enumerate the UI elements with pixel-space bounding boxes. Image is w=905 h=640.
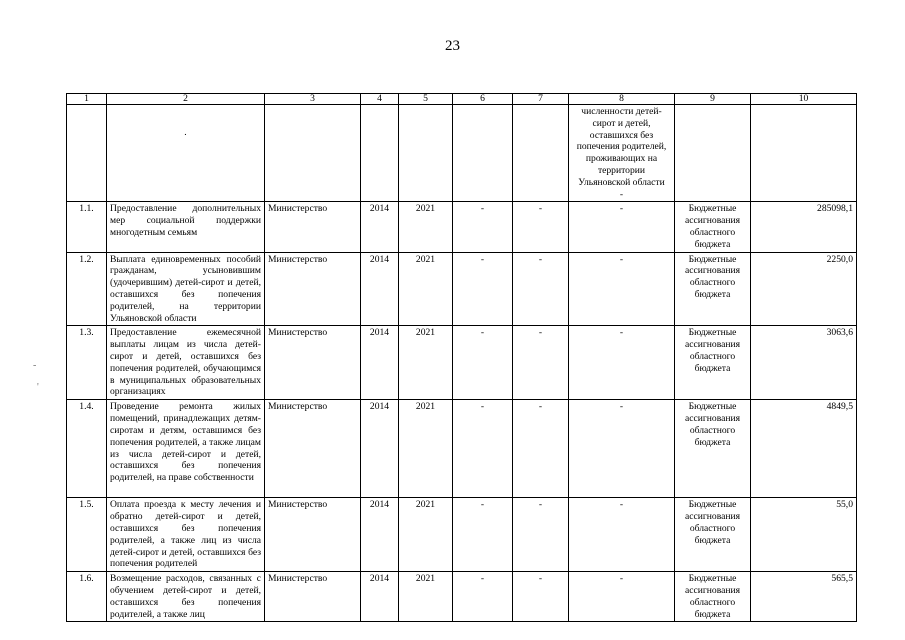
funding-amount: 4849,5 — [751, 400, 857, 498]
column-header: 9 — [675, 94, 751, 105]
measure-name: Предоставление дополнительных мер социальной поддержки многодетным семьям — [107, 202, 265, 252]
start-year: 2014 — [361, 326, 399, 400]
end-year: 2021 — [399, 572, 453, 622]
table-row — [67, 252, 857, 326]
measure-name: Возмещение расходов, связанных с обучением детей-сирот и детей, оставшихся без попечения родителей, а также лиц — [107, 572, 265, 622]
funding-amount: 285098,1 — [751, 202, 857, 252]
end-year: 2021 — [399, 202, 453, 252]
executor: Министерство — [265, 572, 361, 622]
col6-value: - — [453, 572, 513, 622]
measure-name: Оплата проезда к месту лечения и обратно детей-сирот и детей, оставшихся без попечения родителей, а также лиц из числа детей-сирот и детей, оставшихся без попечения родителей — [107, 498, 265, 572]
col7-value: - — [513, 326, 569, 400]
start-year: 2014 — [361, 572, 399, 622]
col7-value: - — [513, 572, 569, 622]
funding-source: Бюджетные ассигнования областного бюджета — [675, 400, 751, 498]
col8-value: - — [569, 326, 675, 400]
row-number: 1.4. — [67, 400, 107, 498]
column-number-row — [67, 94, 857, 105]
col6-value: - — [453, 252, 513, 326]
row-number: 1.2. — [67, 252, 107, 326]
col8-value: - — [569, 572, 675, 622]
col6-value: - — [453, 202, 513, 252]
indicator-text: численности детей-сирот и детей, оставшихся без попечения родителей, проживающих на территории Ульяновской области — [576, 106, 667, 188]
start-year: 2014 — [361, 202, 399, 252]
funding-source: Бюджетные ассигнования областного бюджета — [675, 326, 751, 400]
column-header: 6 — [453, 94, 513, 105]
table-row — [67, 400, 857, 498]
measure-name: Проведение ремонта жилых помещений, принадлежащих детям-сиротам и детям, оставшимся без попечения родителей, а также лицам из числа детей-сирот и детей, оставшихся без попечения родителей, на праве собственности — [107, 400, 265, 498]
funding-source: Бюджетные ассигнования областного бюджета — [675, 202, 751, 252]
col7-value: - — [513, 202, 569, 252]
indicator-dash: - — [619, 188, 624, 200]
measure-name: Выплата единовременных пособий гражданам, усыновившим (удочерившим) детей-сирот и детей, оставшихся без попечения родителей, на территории Ульяновской области — [107, 252, 265, 326]
col6-value: - — [453, 400, 513, 498]
funding-source: Бюджетные ассигнования областного бюджета — [675, 252, 751, 326]
column-header: 2 — [107, 94, 265, 105]
row-number: 1.6. — [67, 572, 107, 622]
table-row — [67, 202, 857, 252]
col7-value: - — [513, 400, 569, 498]
start-year: 2014 — [361, 252, 399, 326]
column-header: 7 — [513, 94, 569, 105]
start-year: 2014 — [361, 400, 399, 498]
speck-mark: . — [107, 105, 265, 202]
col6-value: - — [453, 498, 513, 572]
page-number: 23 — [445, 38, 460, 54]
row-number: 1.1. — [67, 202, 107, 252]
row-number: 1.5. — [67, 498, 107, 572]
end-year: 2021 — [399, 498, 453, 572]
funding-amount: 3063,6 — [751, 326, 857, 400]
end-year: 2021 — [399, 326, 453, 400]
col8-value: - — [569, 400, 675, 498]
funding-source: Бюджетные ассигнования областного бюджета — [675, 572, 751, 622]
col8-value: - — [569, 202, 675, 252]
executor: Министерство — [265, 326, 361, 400]
row-number: 1.3. — [67, 326, 107, 400]
column-header: 5 — [399, 94, 453, 105]
col6-value: - — [453, 326, 513, 400]
col7-value: - — [513, 252, 569, 326]
continued-cell-indicator — [569, 105, 675, 202]
column-header: 1 — [67, 94, 107, 105]
funding-amount: 565,5 — [751, 572, 857, 622]
col8-value: - — [569, 252, 675, 326]
table-row — [67, 572, 857, 622]
start-year: 2014 — [361, 498, 399, 572]
margin-mark: ' — [37, 382, 39, 393]
measure-name: Предоставление ежемесячной выплаты лицам из числа детей-сирот и детей, оставшихся без попечения родителей, обучающимся в муниципальных образовательных организациях — [107, 326, 265, 400]
continued-row — [67, 105, 857, 202]
table-row — [67, 326, 857, 400]
funding-amount: 2250,0 — [751, 252, 857, 326]
funding-source: Бюджетные ассигнования областного бюджета — [675, 498, 751, 572]
column-header: 3 — [265, 94, 361, 105]
column-header: 10 — [751, 94, 857, 105]
col8-value: - — [569, 498, 675, 572]
executor: Министерство — [265, 252, 361, 326]
end-year: 2021 — [399, 252, 453, 326]
column-header: 4 — [361, 94, 399, 105]
col7-value: - — [513, 498, 569, 572]
margin-mark: - — [33, 360, 37, 371]
executor: Министерство — [265, 400, 361, 498]
funding-amount: 55,0 — [751, 498, 857, 572]
measures-table — [66, 93, 857, 622]
end-year: 2021 — [399, 400, 453, 498]
executor: Министерство — [265, 498, 361, 572]
executor: Министерство — [265, 202, 361, 252]
column-header: 8 — [569, 94, 675, 105]
table-row — [67, 498, 857, 572]
